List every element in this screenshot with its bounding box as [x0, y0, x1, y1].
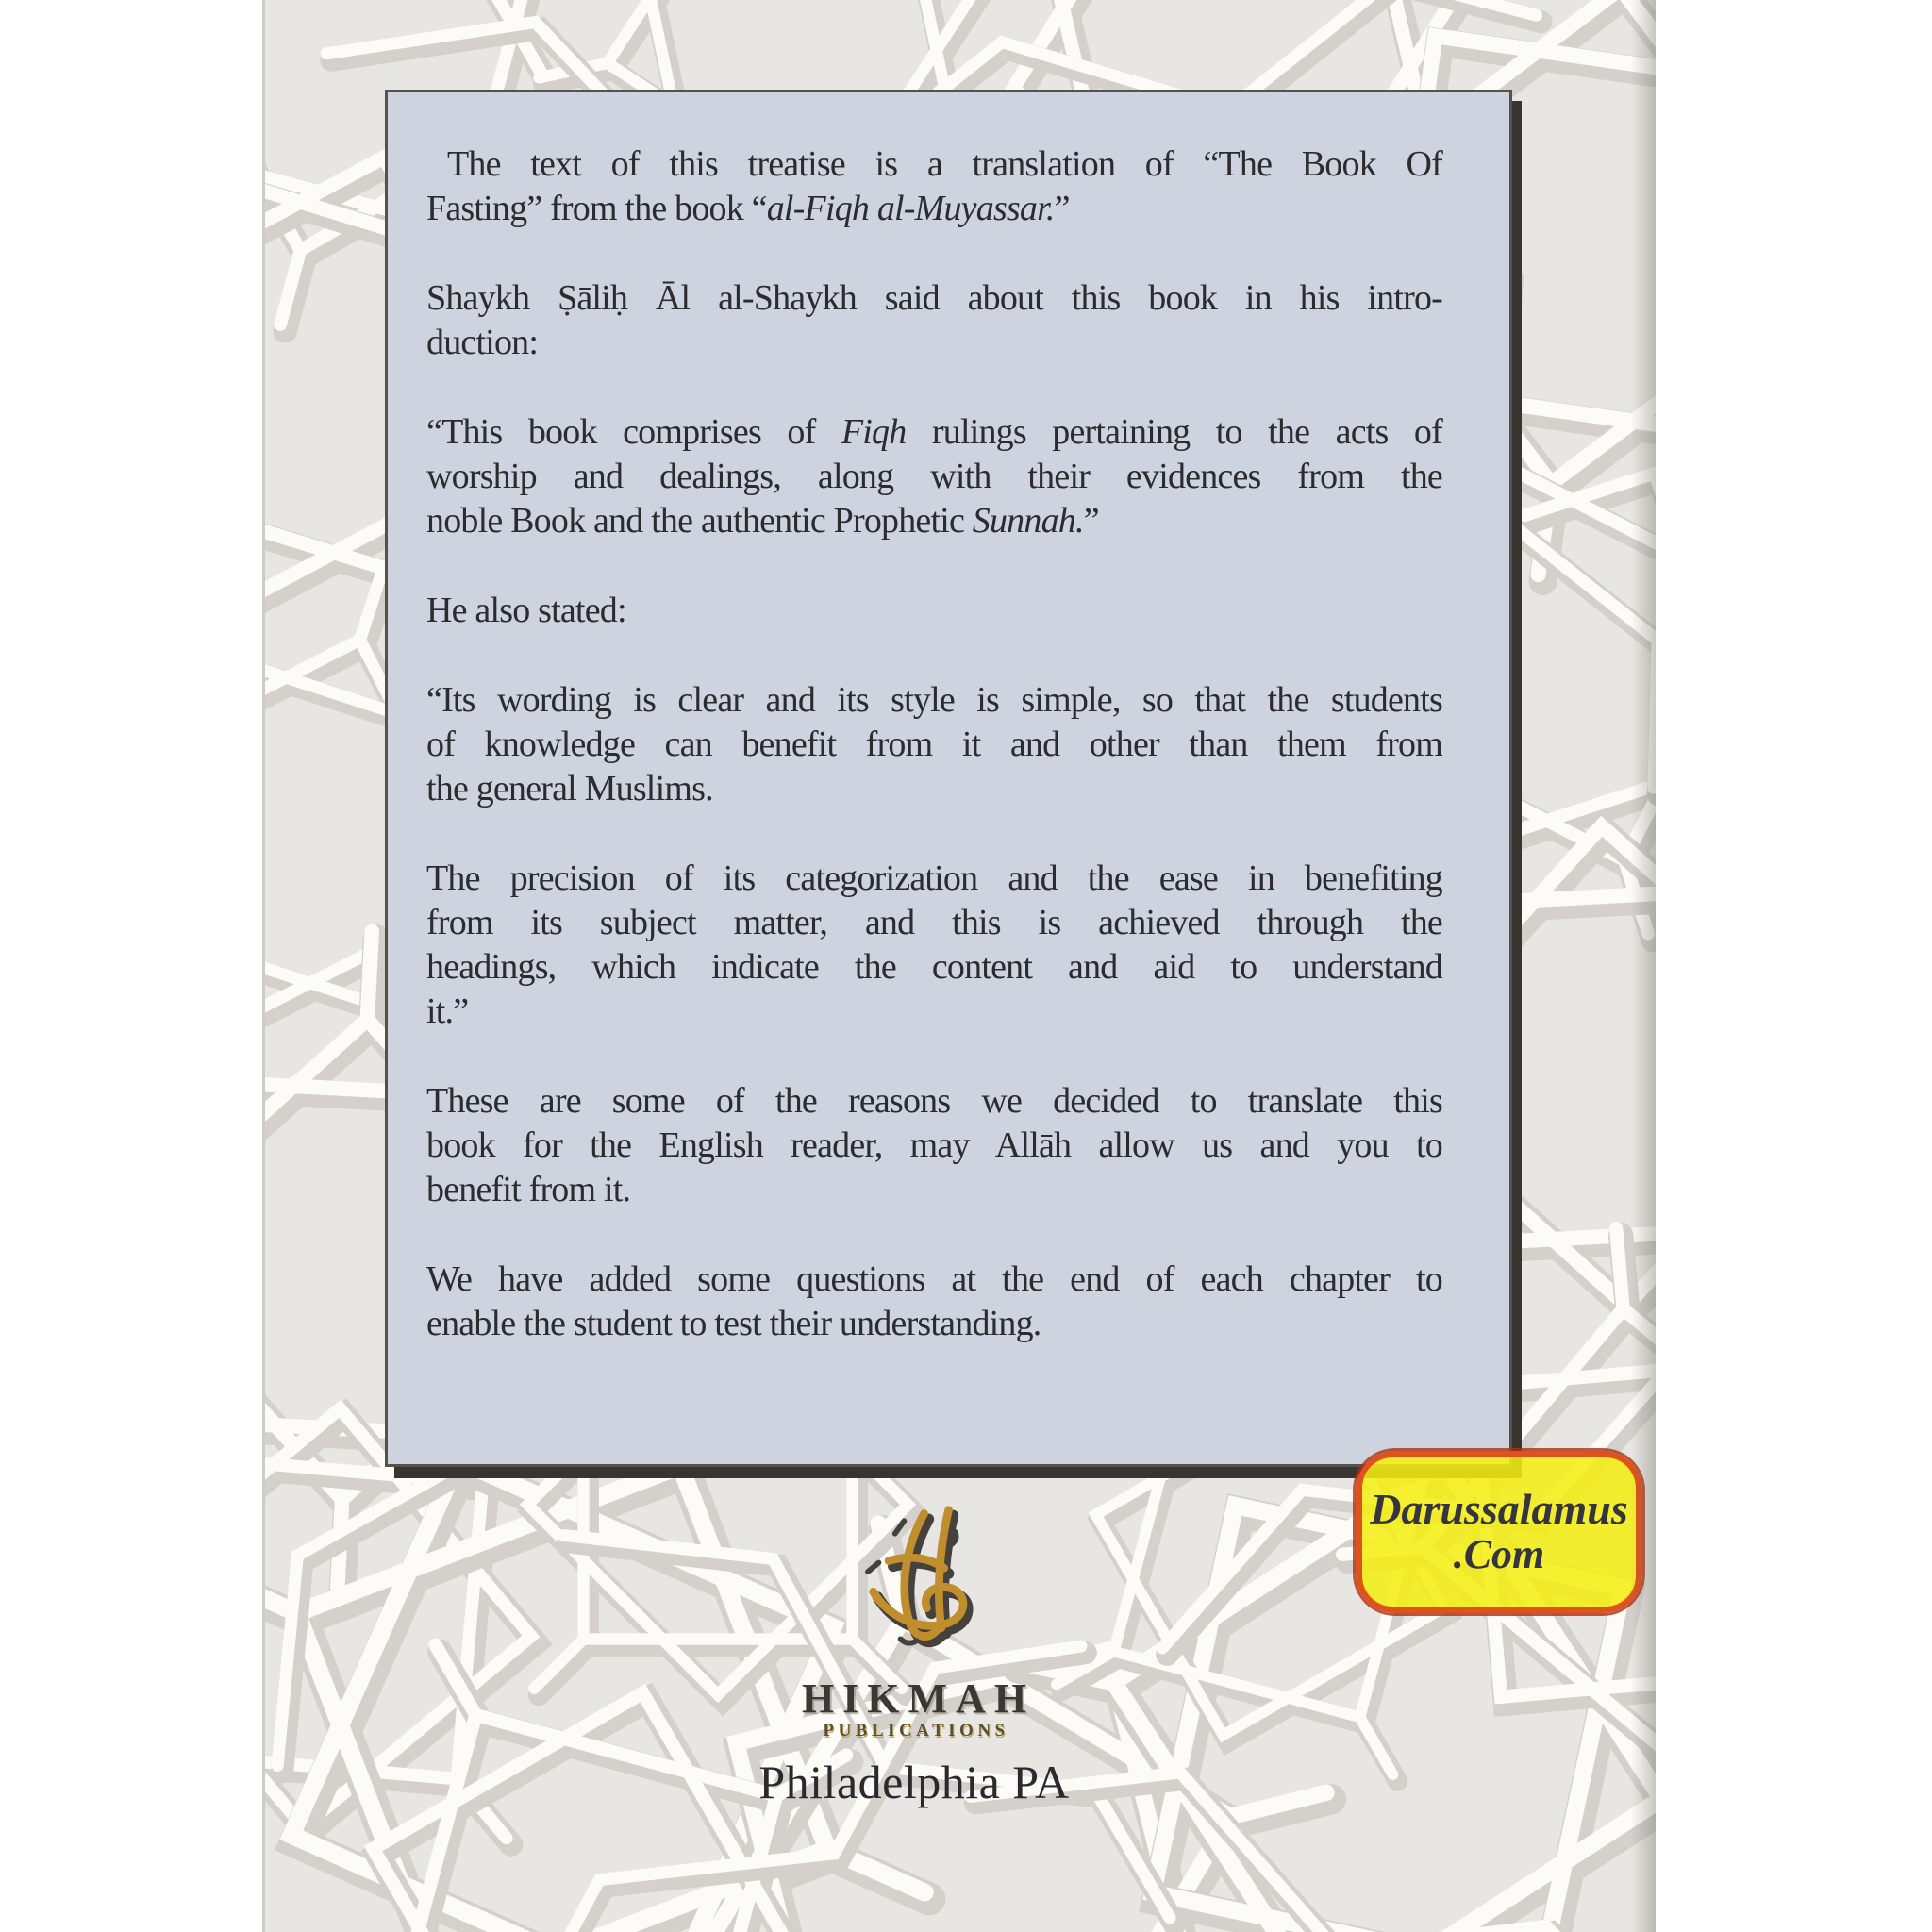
watermark-badge	[1356, 1451, 1642, 1613]
quote-panel	[385, 90, 1512, 1467]
publisher-name: HIKMAH	[801, 1675, 1036, 1722]
panel-paragraph: These are some of the reasons we decided to translate this book for the English reader, may Allāh allow us and you to benefit from it.	[426, 1081, 1442, 1209]
panel-text	[426, 142, 1442, 1346]
watermark-line2: .Com	[1453, 1531, 1545, 1578]
panel-paragraph: “This book comprises of Fiqh rulings pertaining to the acts of worship and dealings, along with their evidences from the noble Book and the authentic Prophetic Sunnah.”	[426, 412, 1442, 541]
panel-paragraph: The precision of its categorization and the ease in benefiting from its subject matter, and this is achieved through the headings, which indicate the content and aid to understand it.”	[426, 858, 1442, 1031]
publisher-location: Philadelphia PA	[758, 1756, 1070, 1808]
hikmah-calligraphy-icon	[834, 1503, 994, 1671]
scan-photo	[262, 0, 1656, 1932]
page-edge-shadow	[1631, 0, 1656, 1932]
panel-paragraph: Shaykh Ṣāliḥ Āl al-Shaykh said about this book in his intro- duction:	[426, 278, 1442, 362]
publisher-block	[650, 1503, 1178, 1809]
panel-paragraph: He also stated:	[426, 591, 626, 630]
publisher-subtitle: PUBLICATIONS	[823, 1721, 1009, 1740]
panel-paragraph: We have added some questions at the end of each chapter to enable the student to test their understanding.	[426, 1259, 1442, 1343]
panel-paragraph: “Its wording is clear and its style is simple, so that the students of knowledge can benefit from it and other than them from the general Muslims.	[426, 680, 1442, 808]
panel-paragraph: The text of this treatise is a translation of “The Book Of Fasting” from the book “al-Fiqh al-Muyassar.”	[426, 144, 1442, 228]
watermark-line1: Darussalamus	[1370, 1485, 1628, 1534]
